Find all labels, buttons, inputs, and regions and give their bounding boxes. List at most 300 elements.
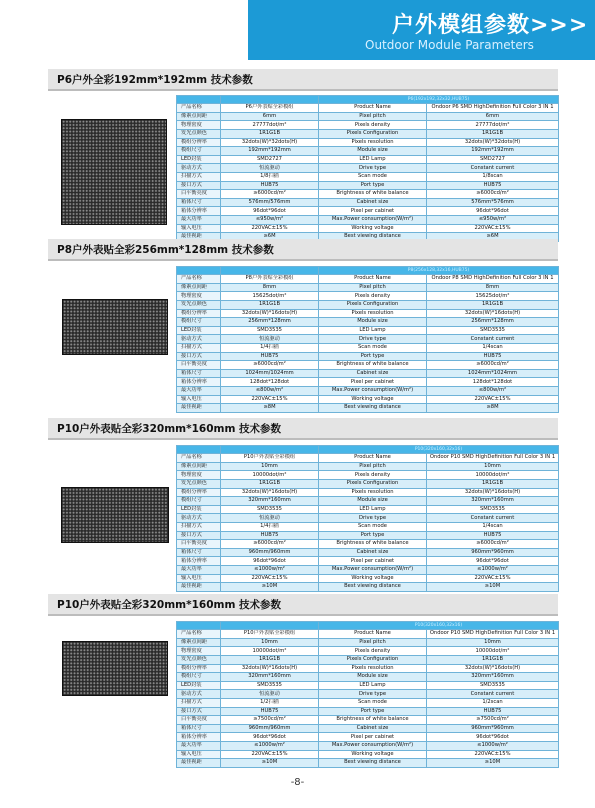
param-value: 1/2扫描	[221, 698, 319, 707]
table-row	[177, 138, 559, 147]
param-name-zh: LED封装	[177, 326, 221, 335]
table-row	[177, 540, 559, 549]
spec-section-p6	[48, 69, 558, 241]
param-name-zh: 驱动方式	[177, 690, 221, 699]
led-module-image	[61, 119, 167, 225]
param-name-en: LED Lamp	[319, 326, 427, 335]
param-name-en: Module size	[319, 147, 427, 156]
table-row	[177, 690, 559, 699]
param-name-zh: 发光点颜色	[177, 300, 221, 309]
param-value-en: 15625dot/m²	[427, 292, 559, 301]
param-name-en: Best viewing distance	[319, 233, 427, 242]
param-value-en: Constant current	[427, 690, 559, 699]
param-value: P8户外表贴全彩模组	[221, 275, 319, 284]
param-value: P6户外表贴全彩模组	[221, 104, 319, 113]
param-value-en: HUB75	[427, 352, 559, 361]
param-name-zh: 像素点间距	[177, 638, 221, 647]
param-name-en: Cabinet size	[319, 198, 427, 207]
header-cell	[177, 446, 221, 454]
param-value-en: 960mm*960mm	[427, 724, 559, 733]
param-value-en: 1/4scan	[427, 522, 559, 531]
table-row	[177, 497, 559, 506]
table-row	[177, 309, 559, 318]
param-name-zh: 模组尺寸	[177, 497, 221, 506]
param-name-en: Pixel per cabinet	[319, 378, 427, 387]
table-row	[177, 462, 559, 471]
param-value-en: 320mm*160mm	[427, 497, 559, 506]
param-name-zh: 模组分辨率	[177, 488, 221, 497]
param-value-en: 10000dot/m²	[427, 471, 559, 480]
page-banner	[0, 0, 595, 60]
param-value: 192mm*192mm	[221, 147, 319, 156]
table-row	[177, 404, 559, 413]
spec-table	[176, 445, 559, 592]
table-row	[177, 386, 559, 395]
param-value: SMD3535	[221, 505, 319, 514]
param-name-zh: 最佳视距	[177, 759, 221, 768]
param-name-zh: 箱体分辨率	[177, 378, 221, 387]
param-value: 96dot*96dot	[221, 557, 319, 566]
param-name-zh: 模组分辨率	[177, 138, 221, 147]
param-name-zh: 接口方式	[177, 181, 221, 190]
param-value-en: HUB75	[427, 181, 559, 190]
table-row	[177, 283, 559, 292]
param-value: 恒流驱动	[221, 690, 319, 699]
table-row	[177, 733, 559, 742]
param-value: 1R1G1B	[221, 655, 319, 664]
param-value: 1024mm/1024mm	[221, 369, 319, 378]
param-value-en: ≥6000cd/m²	[427, 190, 559, 199]
param-value-en: HUB75	[427, 531, 559, 540]
param-name-zh: 输入电压	[177, 750, 221, 759]
param-name-en: Pixels Configuration	[319, 129, 427, 138]
param-name-en: Drive type	[319, 514, 427, 523]
param-name-zh: 模组分辨率	[177, 664, 221, 673]
param-name-en: Working voltage	[319, 224, 427, 233]
table-row	[177, 454, 559, 463]
param-value: HUB75	[221, 707, 319, 716]
table-row	[177, 369, 559, 378]
param-name-zh: 产品名称	[177, 104, 221, 113]
param-value-en: 1R1G1B	[427, 129, 559, 138]
param-name-en: Scan mode	[319, 522, 427, 531]
param-value: 220VAC±15%	[221, 574, 319, 583]
param-value: 15625dot/m²	[221, 292, 319, 301]
table-header-row	[177, 267, 559, 275]
header-cell	[221, 622, 319, 630]
param-value-en: Constant current	[427, 335, 559, 344]
table-row	[177, 698, 559, 707]
param-value: ≥6000cd/m²	[221, 361, 319, 370]
table-row	[177, 352, 559, 361]
param-name-en: Pixel pitch	[319, 462, 427, 471]
param-value: ≥6000cd/m²	[221, 190, 319, 199]
param-value-en: 128dot*128dot	[427, 378, 559, 387]
param-value: SMD3535	[221, 326, 319, 335]
param-value: 1/4扫描	[221, 522, 319, 531]
table-row	[177, 190, 559, 199]
param-value-en: ≥6M	[427, 233, 559, 242]
table-row	[177, 505, 559, 514]
param-value: HUB75	[221, 531, 319, 540]
led-module-image	[62, 299, 168, 355]
table-row	[177, 181, 559, 190]
param-name-zh: 像素点间距	[177, 112, 221, 121]
param-name-zh: 物理密度	[177, 121, 221, 130]
param-name-en: Pixel pitch	[319, 638, 427, 647]
param-name-zh: 最大功率	[177, 741, 221, 750]
table-row	[177, 155, 559, 164]
param-value-en: 1R1G1B	[427, 655, 559, 664]
param-name-zh: 最大功率	[177, 565, 221, 574]
table-row	[177, 681, 559, 690]
param-value-en: 1R1G1B	[427, 300, 559, 309]
param-value: P10户外表贴全彩模组	[221, 454, 319, 463]
param-value-en: 27777dot/m²	[427, 121, 559, 130]
section-header	[48, 418, 558, 440]
param-name-zh: 箱体尺寸	[177, 198, 221, 207]
param-value-en: 96dot*96dot	[427, 557, 559, 566]
table-row	[177, 378, 559, 387]
param-name-en: Max.Power consumption(W/m²)	[319, 741, 427, 750]
param-value: 恒流驱动	[221, 164, 319, 173]
param-value-en: ≥10M	[427, 759, 559, 768]
param-value: ≤1000w/m²	[221, 565, 319, 574]
table-row	[177, 750, 559, 759]
param-value: 320mm*160mm	[221, 497, 319, 506]
header-cell	[177, 96, 221, 104]
param-value-en: ≥6000cd/m²	[427, 361, 559, 370]
param-name-zh: 最佳视距	[177, 583, 221, 592]
param-name-en: Scan mode	[319, 698, 427, 707]
param-value-en: Ondoor P10 SMD HighDefinition Full Color 3 IN 1	[427, 454, 559, 463]
param-value-en: 10000dot/m²	[427, 647, 559, 656]
spec-section-p10-a	[48, 418, 558, 590]
param-name-zh: 驱动方式	[177, 514, 221, 523]
param-value-en: 32dots(W)*16dots(H)	[427, 664, 559, 673]
table-row	[177, 557, 559, 566]
param-name-zh: 最大功率	[177, 215, 221, 224]
param-name-zh: 白平衡亮度	[177, 716, 221, 725]
param-value: SMD3535	[221, 681, 319, 690]
param-value: ≥10M	[221, 583, 319, 592]
table-row	[177, 275, 559, 284]
param-name-zh: 箱体分辨率	[177, 733, 221, 742]
table-row	[177, 664, 559, 673]
param-name-en: Pixels resolution	[319, 138, 427, 147]
param-name-en: Product Name	[319, 630, 427, 639]
param-name-en: LED Lamp	[319, 505, 427, 514]
table-row	[177, 574, 559, 583]
section-title: P10户外表贴全彩320mm*160mm 技术参数	[57, 423, 282, 435]
param-name-zh: 箱体分辨率	[177, 557, 221, 566]
table-header-note: P8(256x128,32x16,HUB75)	[319, 267, 559, 275]
param-value: 10000dot/m²	[221, 647, 319, 656]
param-value-en: 256mm*128mm	[427, 318, 559, 327]
param-name-en: Brightness of white balance	[319, 190, 427, 199]
param-name-en: Pixel pitch	[319, 112, 427, 121]
param-value: 220VAC±15%	[221, 395, 319, 404]
table-row	[177, 326, 559, 335]
param-value: 32dots(W)*16dots(H)	[221, 664, 319, 673]
table-row	[177, 198, 559, 207]
param-name-zh: 最大功率	[177, 386, 221, 395]
param-name-en: Pixel per cabinet	[319, 207, 427, 216]
param-name-zh: 最佳视距	[177, 233, 221, 242]
param-value-en: ≤1000w/m²	[427, 565, 559, 574]
param-value: 96dot*96dot	[221, 207, 319, 216]
param-value: HUB75	[221, 181, 319, 190]
table-row	[177, 318, 559, 327]
param-name-en: Product Name	[319, 104, 427, 113]
table-row	[177, 488, 559, 497]
section-title: P8户外表贴全彩256mm*128mm 技术参数	[57, 244, 274, 256]
table-row	[177, 471, 559, 480]
section-header	[48, 69, 558, 91]
param-value-en: 220VAC±15%	[427, 395, 559, 404]
led-module-image	[61, 487, 169, 543]
param-name-en: Working voltage	[319, 574, 427, 583]
spec-table	[176, 266, 559, 413]
table-row	[177, 224, 559, 233]
table-row	[177, 292, 559, 301]
param-name-en: LED Lamp	[319, 681, 427, 690]
param-value-en: 220VAC±15%	[427, 574, 559, 583]
table-row	[177, 121, 559, 130]
table-row	[177, 583, 559, 592]
param-value-en: 32dots(W)*16dots(H)	[427, 309, 559, 318]
param-name-zh: 最佳视距	[177, 404, 221, 413]
param-name-en: Brightness of white balance	[319, 361, 427, 370]
param-value: ≥8M	[221, 404, 319, 413]
param-name-zh: 产品名称	[177, 630, 221, 639]
table-header-row	[177, 96, 559, 104]
param-value: ≤950w/m²	[221, 215, 319, 224]
table-row	[177, 565, 559, 574]
section-title: P10户外表贴全彩320mm*160mm 技术参数	[57, 599, 282, 611]
param-name-en: Drive type	[319, 164, 427, 173]
table-row	[177, 741, 559, 750]
param-value-en: ≥10M	[427, 583, 559, 592]
param-value-en: Constant current	[427, 164, 559, 173]
param-value: 27777dot/m²	[221, 121, 319, 130]
param-name-zh: 箱体尺寸	[177, 369, 221, 378]
header-cell	[177, 267, 221, 275]
param-name-zh: 产品名称	[177, 275, 221, 284]
param-value: ≤800w/m²	[221, 386, 319, 395]
param-value: SMD2727	[221, 155, 319, 164]
param-value: ≥10M	[221, 759, 319, 768]
param-name-zh: 驱动方式	[177, 164, 221, 173]
param-name-en: Port type	[319, 531, 427, 540]
param-value-en: Ondoor P8 SMD HighDefinition Full Color 3 IN 1	[427, 275, 559, 284]
table-row	[177, 164, 559, 173]
param-value: ≥7500cd/m²	[221, 716, 319, 725]
param-value: ≥6M	[221, 233, 319, 242]
param-value-en: 192mm*192mm	[427, 147, 559, 156]
param-name-zh: 模组尺寸	[177, 318, 221, 327]
param-value: 960mm/960mm	[221, 548, 319, 557]
param-name-zh: LED封装	[177, 681, 221, 690]
param-value: 10mm	[221, 462, 319, 471]
param-name-zh: LED封装	[177, 155, 221, 164]
param-value-en: 960mm*960mm	[427, 548, 559, 557]
param-value: ≥6000cd/m²	[221, 540, 319, 549]
param-name-en: Brightness of white balance	[319, 540, 427, 549]
param-value-en: ≤800w/m²	[427, 386, 559, 395]
table-row	[177, 335, 559, 344]
param-value-en: 10mm	[427, 638, 559, 647]
param-name-en: Cabinet size	[319, 724, 427, 733]
param-value-en: 6mm	[427, 112, 559, 121]
param-name-en: Cabinet size	[319, 369, 427, 378]
param-name-zh: 白平衡亮度	[177, 540, 221, 549]
param-name-en: Best viewing distance	[319, 404, 427, 413]
param-name-en: Port type	[319, 707, 427, 716]
param-value-en: 220VAC±15%	[427, 224, 559, 233]
table-row	[177, 673, 559, 682]
table-header-note: P10(320x160,32x16)	[319, 622, 559, 630]
param-name-zh: 接口方式	[177, 531, 221, 540]
param-name-en: Brightness of white balance	[319, 716, 427, 725]
param-value-en: ≥6000cd/m²	[427, 540, 559, 549]
param-name-zh: 扫描方式	[177, 172, 221, 181]
param-name-zh: 扫描方式	[177, 698, 221, 707]
param-name-en: Product Name	[319, 275, 427, 284]
param-value: 恒流驱动	[221, 335, 319, 344]
param-name-zh: 箱体分辨率	[177, 207, 221, 216]
param-name-zh: 产品名称	[177, 454, 221, 463]
param-name-zh: 扫描方式	[177, 522, 221, 531]
spec-table	[176, 95, 559, 242]
param-name-en: Module size	[319, 497, 427, 506]
param-name-zh: 物理密度	[177, 471, 221, 480]
param-value-en: 10mm	[427, 462, 559, 471]
param-value: 220VAC±15%	[221, 224, 319, 233]
param-name-en: Port type	[319, 181, 427, 190]
param-name-en: Pixels resolution	[319, 664, 427, 673]
table-row	[177, 395, 559, 404]
table-row	[177, 361, 559, 370]
param-value-en: Ondoor P6 SMD HighDefinition Full Color 3 IN 1	[427, 104, 559, 113]
table-row	[177, 300, 559, 309]
param-name-en: Pixel pitch	[319, 283, 427, 292]
param-name-en: Pixels density	[319, 471, 427, 480]
param-value: 128dot*128dot	[221, 378, 319, 387]
param-name-en: LED Lamp	[319, 155, 427, 164]
param-value-en: ≤1000w/m²	[427, 741, 559, 750]
param-value: 1R1G1B	[221, 479, 319, 488]
param-value-en: 96dot*96dot	[427, 733, 559, 742]
param-name-en: Drive type	[319, 335, 427, 344]
param-name-zh: 发光点颜色	[177, 479, 221, 488]
param-name-en: Pixels density	[319, 121, 427, 130]
param-value-en: SMD3535	[427, 326, 559, 335]
param-name-en: Max.Power consumption(W/m²)	[319, 215, 427, 224]
param-value: 恒流驱动	[221, 514, 319, 523]
header-cell	[221, 446, 319, 454]
param-name-zh: 物理密度	[177, 292, 221, 301]
param-name-en: Best viewing distance	[319, 759, 427, 768]
table-row	[177, 104, 559, 113]
param-value: 10mm	[221, 638, 319, 647]
param-value-en: Constant current	[427, 514, 559, 523]
param-name-en: Module size	[319, 673, 427, 682]
param-name-zh: 输入电压	[177, 224, 221, 233]
param-name-zh: LED封装	[177, 505, 221, 514]
section-title: P6户外全彩192mm*192mm 技术参数	[57, 74, 253, 86]
param-name-zh: 模组尺寸	[177, 673, 221, 682]
spec-section-p8	[48, 239, 558, 411]
param-value-en: 32dots(W)*32dots(H)	[427, 138, 559, 147]
param-name-zh: 模组尺寸	[177, 147, 221, 156]
table-row	[177, 112, 559, 121]
param-value: 1R1G1B	[221, 300, 319, 309]
param-name-zh: 发光点颜色	[177, 129, 221, 138]
param-value-en: SMD3535	[427, 505, 559, 514]
param-value-en: 1/4scan	[427, 343, 559, 352]
table-row	[177, 129, 559, 138]
header-cell	[221, 96, 319, 104]
table-row	[177, 172, 559, 181]
header-cell	[177, 622, 221, 630]
param-name-en: Scan mode	[319, 172, 427, 181]
table-row	[177, 207, 559, 216]
param-value: 1/4扫描	[221, 343, 319, 352]
param-name-zh: 白平衡亮度	[177, 190, 221, 199]
param-value: 96dot*96dot	[221, 733, 319, 742]
param-name-en: Scan mode	[319, 343, 427, 352]
led-module-image	[62, 641, 168, 696]
table-header-row	[177, 622, 559, 630]
param-name-en: Cabinet size	[319, 548, 427, 557]
param-value: 960mm/960mm	[221, 724, 319, 733]
param-value-en: 1024mm*1024mm	[427, 369, 559, 378]
spec-section-p10-b	[48, 594, 558, 766]
table-row	[177, 716, 559, 725]
section-header	[48, 594, 558, 616]
table-row	[177, 531, 559, 540]
param-name-zh: 扫描方式	[177, 343, 221, 352]
spec-table	[176, 621, 559, 768]
page-number: -8-	[290, 777, 305, 788]
param-name-zh: 物理密度	[177, 647, 221, 656]
param-value: HUB75	[221, 352, 319, 361]
banner-title-zh: 户外模组参数>>>	[392, 13, 589, 38]
param-value: 256mm*128mm	[221, 318, 319, 327]
param-value: 6mm	[221, 112, 319, 121]
table-row	[177, 630, 559, 639]
param-value-en: ≥7500cd/m²	[427, 716, 559, 725]
param-value: 32dots(W)*16dots(H)	[221, 488, 319, 497]
param-value: 32dots(W)*16dots(H)	[221, 309, 319, 318]
param-value: 1/8扫描	[221, 172, 319, 181]
table-header-note: P10(320x160,32x16)	[319, 446, 559, 454]
table-row	[177, 548, 559, 557]
param-value-en: 1R1G1B	[427, 479, 559, 488]
table-row	[177, 655, 559, 664]
param-value-en: SMD3535	[427, 681, 559, 690]
header-cell	[221, 267, 319, 275]
param-value-en: 320mm*160mm	[427, 673, 559, 682]
param-name-en: Module size	[319, 318, 427, 327]
param-value-en: 1/8scan	[427, 172, 559, 181]
param-name-en: Port type	[319, 352, 427, 361]
table-row	[177, 724, 559, 733]
param-name-zh: 像素点间距	[177, 283, 221, 292]
param-value-en: 96dot*96dot	[427, 207, 559, 216]
param-name-en: Max.Power consumption(W/m²)	[319, 565, 427, 574]
